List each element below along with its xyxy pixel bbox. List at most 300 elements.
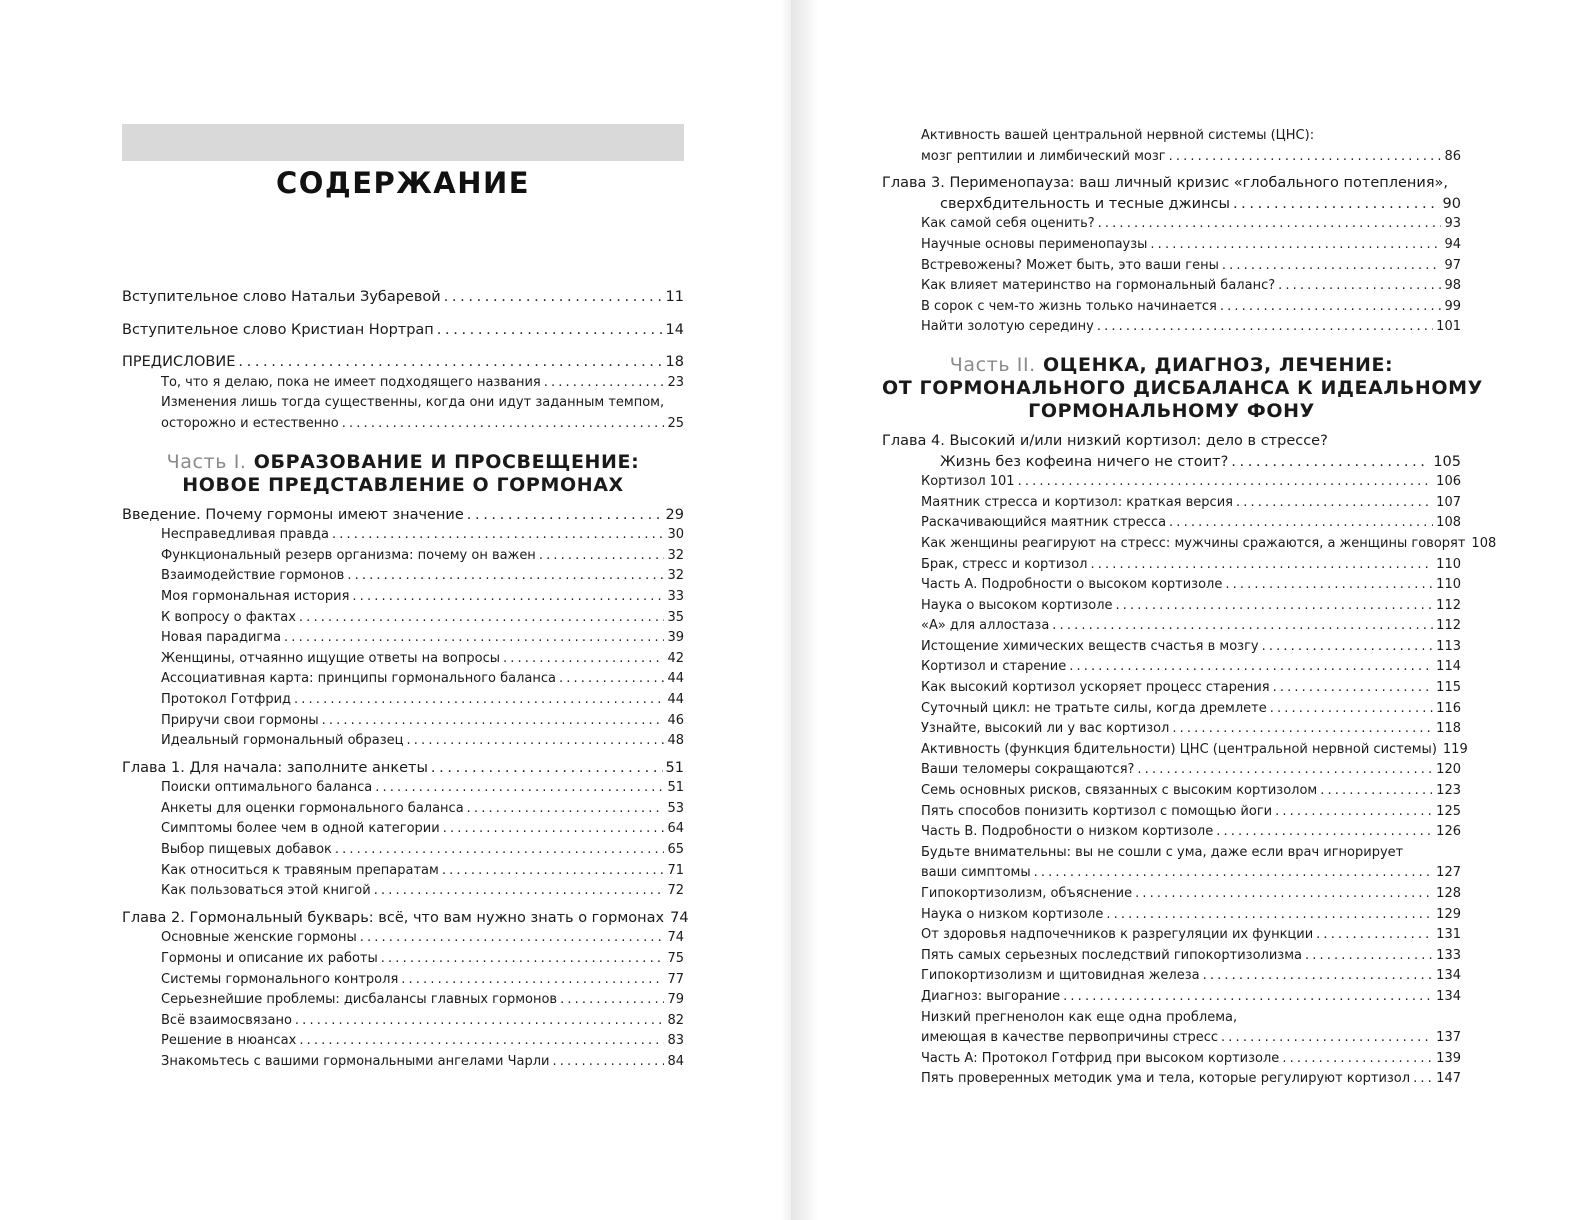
toc-entry [122,713,684,734]
toc-entry [122,842,684,863]
entry-text: Как самой себя оценить? [921,216,1095,232]
leader-dots [1034,865,1434,880]
entry-text: Как влияет материнство на гормональный баланс? [921,278,1276,294]
entry-text: Маятник стресса и кортизол: краткая версия [921,494,1233,510]
leader-dots [294,692,664,707]
entry-text: Системы гормонального контроля [161,971,399,987]
page-number: 82 [667,1012,684,1028]
entry-text: Моя гормональная история [161,588,350,604]
page-number: 77 [667,971,684,987]
toc-entry [122,1013,684,1034]
toc-entry [122,951,684,972]
entry-text: Поиски оптимального баланса [161,780,373,796]
toc-entry [122,568,684,589]
toc-entry [882,175,1461,196]
entry-text: Пять проверенных методик ума и тела, которые регулируют кортизол [921,1071,1411,1087]
leader-dots [1222,258,1442,273]
toc-entry [882,845,1461,866]
leader-dots [1231,454,1430,470]
page-number: 14 [665,321,684,338]
toc-entry [882,618,1461,639]
leader-dots [1221,1030,1433,1045]
page-number: 112 [1436,618,1461,634]
entry-text: Часть В. Подробности о низком кортизоле [921,824,1214,840]
entry-text: Кортизол 101 [921,474,1015,490]
leader-dots [1169,149,1442,164]
toc-entry [122,992,684,1013]
page-number: 147 [1436,1071,1461,1087]
page-number: 25 [667,415,684,431]
entry-text: В сорок с чем-то жизнь только начинается [921,298,1217,314]
leader-dots [299,610,665,625]
entry-text: Как женщины реагируют на стресс: мужчины сражаются, а женщины говорят [921,535,1466,551]
page-number: 39 [667,630,684,646]
entry-text: Часть А: Протокол Готфрид при высоком кортизоле [921,1050,1280,1066]
page-number: 44 [667,691,684,707]
toc-entry [122,289,684,310]
header-bar [122,124,684,161]
entry-text: Как пользоваться этой книгой [161,883,371,899]
entry-text: Решение в нюансах [161,1033,297,1049]
leader-dots [1172,721,1433,736]
page-number: 72 [667,883,684,899]
leader-dots [1236,495,1433,510]
page-number: 44 [667,671,684,687]
entry-text: Жизнь без кофеина ничего не стоит? [940,453,1229,470]
page-number: 71 [667,862,684,878]
part-title-line: ОТ ГОРМОНАЛЬНОГО ДИСБАЛАНСА К ИДЕАЛЬНОМУ [882,376,1483,399]
leader-dots [1225,577,1433,592]
toc-entry [122,527,684,548]
toc-entry [882,1030,1461,1051]
page-number: 93 [1444,216,1461,232]
page-number: 48 [667,733,684,749]
page-number: 64 [667,821,684,837]
page-number: 123 [1436,783,1461,799]
entry-text: Изменения лишь тогда существенны, когда они идут заданным темпом, [161,395,665,411]
toc-entry [882,299,1461,320]
toc-entry [122,671,684,692]
toc-entry [882,721,1461,742]
entry-text: Суточный цикл: не тратьте силы, когда дремлете [921,700,1267,716]
toc-entry [122,610,684,631]
toc-entry [882,989,1461,1010]
toc-entry [882,474,1461,495]
leader-dots [347,568,664,583]
leader-dots [1150,237,1441,252]
entry-text: «А» для аллостаза [921,618,1050,634]
toc-entry [122,589,684,610]
left-toc [122,289,689,1075]
entry-text: Активность (функция бдительности) ЦНС (центральной нервной системы) [921,741,1437,757]
toc-entry [882,865,1461,886]
entry-text: Как высокий кортизол ускоряет процесс старения [921,680,1270,696]
entry-text: Женщины, отчаянно ищущие ответы на вопросы [161,650,500,666]
page-number: 139 [1436,1050,1461,1066]
toc-entry [122,548,684,569]
entry-text: Активность вашей центральной нервной системы (ЦНС): [921,128,1315,143]
toc-entry [122,760,684,781]
leader-dots [1203,968,1434,983]
entry-text: мозг рептилии и лимбический мозг [921,148,1166,164]
entry-text: Семь основных рисков, связанных с высоким кортизолом [921,783,1318,799]
leader-dots [437,322,663,338]
leader-dots [284,630,664,645]
toc-entry [882,535,1497,557]
leader-dots [1220,299,1442,314]
part-title-line: ОЦЕНКА, ДИАГНОЗ, ЛЕЧЕНИЕ: [1043,353,1394,376]
page-number: 112 [1436,597,1461,613]
page-number: 107 [1436,494,1461,510]
toc-entry [122,354,684,375]
toc-entry [882,824,1461,845]
page-number: 115 [1436,680,1461,696]
leader-dots [238,354,662,370]
leader-dots [442,863,665,878]
page-number: 46 [667,712,684,728]
entry-text: Гипокортизолизм, объяснение [921,886,1133,901]
page-number: 116 [1436,700,1461,716]
page-number: 120 [1436,762,1461,778]
leader-dots [1069,659,1433,674]
leader-dots [544,375,665,390]
entry-text: Глава 4. Высокий и/или низкий кортизол: дело в стрессе? [882,432,1328,449]
toc-entry [882,515,1461,536]
toc-entry [122,630,684,651]
toc-entry [882,128,1461,149]
toc-entry [122,507,684,528]
page-number: 42 [667,650,684,666]
page-number: 119 [1442,741,1468,757]
toc-entry [882,319,1461,340]
entry-text: Взаимодействие гормонов [161,568,345,584]
toc-entry [122,651,684,672]
toc-entry [122,322,684,343]
part-title-line: ОБРАЗОВАНИЕ И ПРОСВЕЩЕНИЕ: [253,450,640,473]
leader-dots [295,1013,665,1028]
leader-dots [1262,639,1434,654]
toc-entry [882,741,1468,763]
entry-text: осторожно и естественно [161,415,339,431]
toc-entry [882,1071,1461,1092]
entry-text: Анкеты для оценки гормонального баланса [161,800,464,816]
page-number: 94 [1444,236,1461,252]
entry-text: сверхбдительность и тесные джинсы [940,195,1230,212]
toc-entry [122,883,684,904]
leader-dots [1098,216,1442,231]
page-number: 113 [1436,638,1461,654]
page-number: 126 [1436,824,1461,840]
leader-dots [1273,680,1434,695]
entry-text: Ваши теломеры сокращаются? [921,762,1135,778]
leader-dots [443,821,665,836]
entry-text: Гипокортизолизм и щитовидная железа [921,968,1200,984]
page-number: 129 [1436,906,1461,922]
page-number: 118 [1436,721,1461,737]
page-number: 51 [665,759,684,776]
page-number: 75 [667,951,684,967]
entry-text: ваши симптомы [921,865,1031,881]
page-number: 30 [667,527,684,543]
leader-dots [1278,278,1441,293]
page-number: 35 [667,609,684,625]
page-number: 108 [1436,515,1461,531]
leader-dots [552,1054,664,1069]
toc-entry [882,433,1461,454]
leader-dots [1305,948,1433,963]
page-number: 98 [1444,278,1461,294]
page-number: 74 [667,930,684,946]
page-number: 18 [665,354,684,371]
leader-dots [360,930,665,945]
entry-text: Встревожены? Может быть, это ваши гены [921,257,1219,273]
entry-text: Глава 1. Для начала: заполните анкеты [122,759,428,776]
page-number: 90 [1442,195,1461,212]
toc-entry [122,863,684,884]
leader-dots [335,842,665,857]
entry-text: Введение. Почему гормоны имеют значение [122,506,464,523]
toc-entry [882,659,1461,680]
toc-entry [122,821,684,842]
page-number: 51 [667,780,684,796]
toc-entry [882,258,1461,279]
toc-entry [882,804,1461,825]
leader-dots [467,507,663,523]
entry-text: Наука о низком кортизоле [921,906,1104,922]
toc-entry [882,886,1461,907]
leader-dots [539,548,665,563]
toc-entry [122,416,684,437]
toc-entry [882,149,1461,170]
entry-text: Несправедливая правда [161,527,329,543]
part-heading [122,451,684,497]
entry-text: Будьте внимательны: вы не сошли с ума, даже если врач игнорирует [921,844,1404,860]
entry-text: Глава 3. Перименопауза: ваш личный кризис «глобального потепления», [882,175,1449,192]
toc-entry [882,577,1461,598]
page-number: 131 [1436,927,1461,943]
page-number: 108 [1471,535,1497,551]
page-fold-shadow [781,0,791,1220]
leader-dots [1097,319,1433,334]
leader-dots [1135,886,1433,901]
toc-entry [122,780,684,801]
toc-entry [122,733,684,754]
page-number: 99 [1444,298,1461,314]
leader-dots [1270,701,1433,716]
page-fold-shadow [791,0,819,1220]
page-number: 33 [667,588,684,604]
page-number: 97 [1444,257,1461,273]
toc-entry [882,948,1461,969]
page-number: 134 [1436,968,1461,984]
leader-dots [444,289,663,305]
entry-text: Низкий прегненолон как еще одна проблема, [921,1009,1238,1025]
page-number: 11 [665,289,684,305]
page-number: 74 [670,909,689,926]
page-number: 86 [1444,148,1461,164]
page-number: 128 [1436,886,1461,901]
toc-entry [882,1010,1461,1031]
entry-text: Симптомы более чем в одной категории [161,821,440,837]
leader-dots [401,972,664,987]
entry-text: Пять способов понизить кортизол с помощью йоги [921,803,1273,819]
page-number: 133 [1436,947,1461,963]
entry-text: ПРЕДИСЛОВИЕ [122,354,236,371]
entry-text: Гормоны и описание их работы [161,951,378,967]
entry-text: Диагноз: выгорание [921,988,1061,1004]
leader-dots [1018,474,1434,489]
page-number: 110 [1436,577,1461,593]
leader-dots [1233,196,1440,212]
part-number: Часть I. [166,450,247,473]
right-toc [882,128,1497,1092]
toc-entry [122,395,684,416]
entry-text: От здоровья надпочечников к разрегуляции их функции [921,927,1314,943]
toc-entry [882,701,1461,722]
entry-text: имеющая в качестве первопричины стресс [921,1030,1219,1046]
leader-dots [560,992,664,1007]
leader-dots [374,883,665,898]
entry-text: Основные женские гормоны [161,930,357,946]
leader-dots [375,780,664,795]
entry-text: Наука о высоком кортизоле [921,597,1113,613]
entry-text: Как относиться к травяным препаратам [161,862,439,878]
toc-title: СОДЕРЖАНИЕ [275,166,531,200]
entry-text: Функциональный резерв организма: почему он важен [161,547,536,563]
leader-dots [1275,804,1433,819]
entry-text: Ассоциативная карта: принципы гормонального баланса [161,671,556,687]
leader-dots [1282,1051,1433,1066]
leader-dots [467,801,665,816]
page-number: 134 [1436,988,1461,1004]
leader-dots [1106,907,1433,922]
entry-text: Раскачивающийся маятник стресса [921,515,1167,531]
toc-entry [882,639,1461,660]
toc-entry [882,968,1461,989]
toc-entry [882,762,1461,783]
leader-dots [559,671,664,686]
page-number: 125 [1436,803,1461,819]
leader-dots [332,527,664,542]
part-title-line: НОВОЕ ПРЕДСТАВЛЕНИЕ О ГОРМОНАХ [182,473,624,496]
page-number: 84 [667,1054,684,1069]
entry-text: Глава 2. Гормональный букварь: всё, что вам нужно знать о гормонах [122,909,665,926]
toc-entry [122,972,684,993]
leader-dots [1320,783,1433,798]
leader-dots [407,733,665,748]
entry-text: Серьезнейшие проблемы: дисбалансы главных гормонов [161,992,558,1008]
toc-entry [882,278,1461,299]
page-number: 106 [1436,474,1461,490]
leader-dots [342,416,665,431]
leader-dots [1052,618,1433,633]
toc-entry [882,454,1461,475]
entry-text: Вступительное слово Кристиан Нортрап [122,321,434,338]
page-number: 83 [667,1033,684,1049]
leader-dots [1116,598,1434,613]
entry-text: Истощение химических веществ счастья в мозгу [921,638,1259,654]
entry-text: Брак, стресс и кортизол [921,556,1088,572]
entry-text: Знакомьтесь с вашими гормональными ангелами Чарли [161,1054,550,1069]
toc-entry [122,909,689,931]
leader-dots [1091,557,1434,572]
entry-text: Приручи свои гормоны [161,712,319,728]
entry-text: Научные основы перименопаузы [921,236,1148,252]
toc-entry [122,1033,684,1054]
leader-dots [381,951,665,966]
page-number: 53 [667,800,684,816]
toc-entry [882,196,1461,217]
page-number: 79 [667,992,684,1008]
toc-entry [882,557,1461,578]
entry-text: Выбор пищевых добавок [161,842,332,858]
entry-text: Пять самых серьезных последствий гипокортизолизма [921,947,1302,963]
toc-entry [882,237,1461,258]
toc-entry [882,1051,1461,1072]
page-number: 65 [667,842,684,858]
leader-dots [1413,1071,1433,1086]
entry-text: Новая парадигма [161,630,282,646]
toc-entry [882,783,1461,804]
leader-dots [1169,515,1433,530]
toc-entry [882,598,1461,619]
toc-entry [122,1054,684,1075]
toc-entry [122,692,684,713]
toc-entry [122,375,684,396]
leader-dots [503,651,664,666]
part-heading [882,353,1483,423]
leader-dots [322,713,665,728]
leader-dots [299,1033,664,1048]
entry-text: Протокол Готфрид [161,691,292,707]
toc-entry [882,680,1461,701]
entry-text: Вступительное слово Натальи Зубаревой [122,289,441,305]
toc-entry [122,930,684,951]
page-number: 137 [1436,1030,1461,1046]
toc-entry [882,216,1461,237]
entry-text: Кортизол и старение [921,659,1067,675]
leader-dots [1316,927,1433,942]
entry-text: То, что я делаю, пока не имеет подходящего названия [161,374,541,390]
leader-dots [352,589,664,604]
part-number: Часть II. [949,353,1036,376]
entry-text: Узнайте, высокий ли у вас кортизол [921,721,1170,737]
leader-dots [1137,762,1433,777]
page-number: 101 [1436,319,1461,335]
left-page [0,0,791,1220]
entry-text: Найти золотую середину [921,319,1094,335]
page-number: 114 [1436,659,1461,675]
part-title-line: ГОРМОНАЛЬНОМУ ФОНУ [1028,399,1315,422]
entry-text: Часть А. Подробности о высоком кортизоле [921,577,1223,593]
page-number: 23 [667,374,684,390]
toc-entry [122,801,684,822]
toc-entry [882,495,1461,516]
entry-text: Идеальный гормональный образец [161,733,404,749]
page-number: 29 [665,506,684,523]
page-number: 127 [1436,865,1461,881]
page-number: 32 [667,568,684,584]
entry-text: Всё взаимосвязано [161,1012,292,1028]
page-number: 110 [1436,556,1461,572]
leader-dots [431,760,663,776]
page-number: 32 [667,547,684,563]
toc-entry [882,907,1461,928]
entry-text: К вопросу о фактах [161,609,296,625]
leader-dots [1063,989,1433,1004]
page-number: 105 [1433,453,1461,470]
toc-entry [882,927,1461,948]
